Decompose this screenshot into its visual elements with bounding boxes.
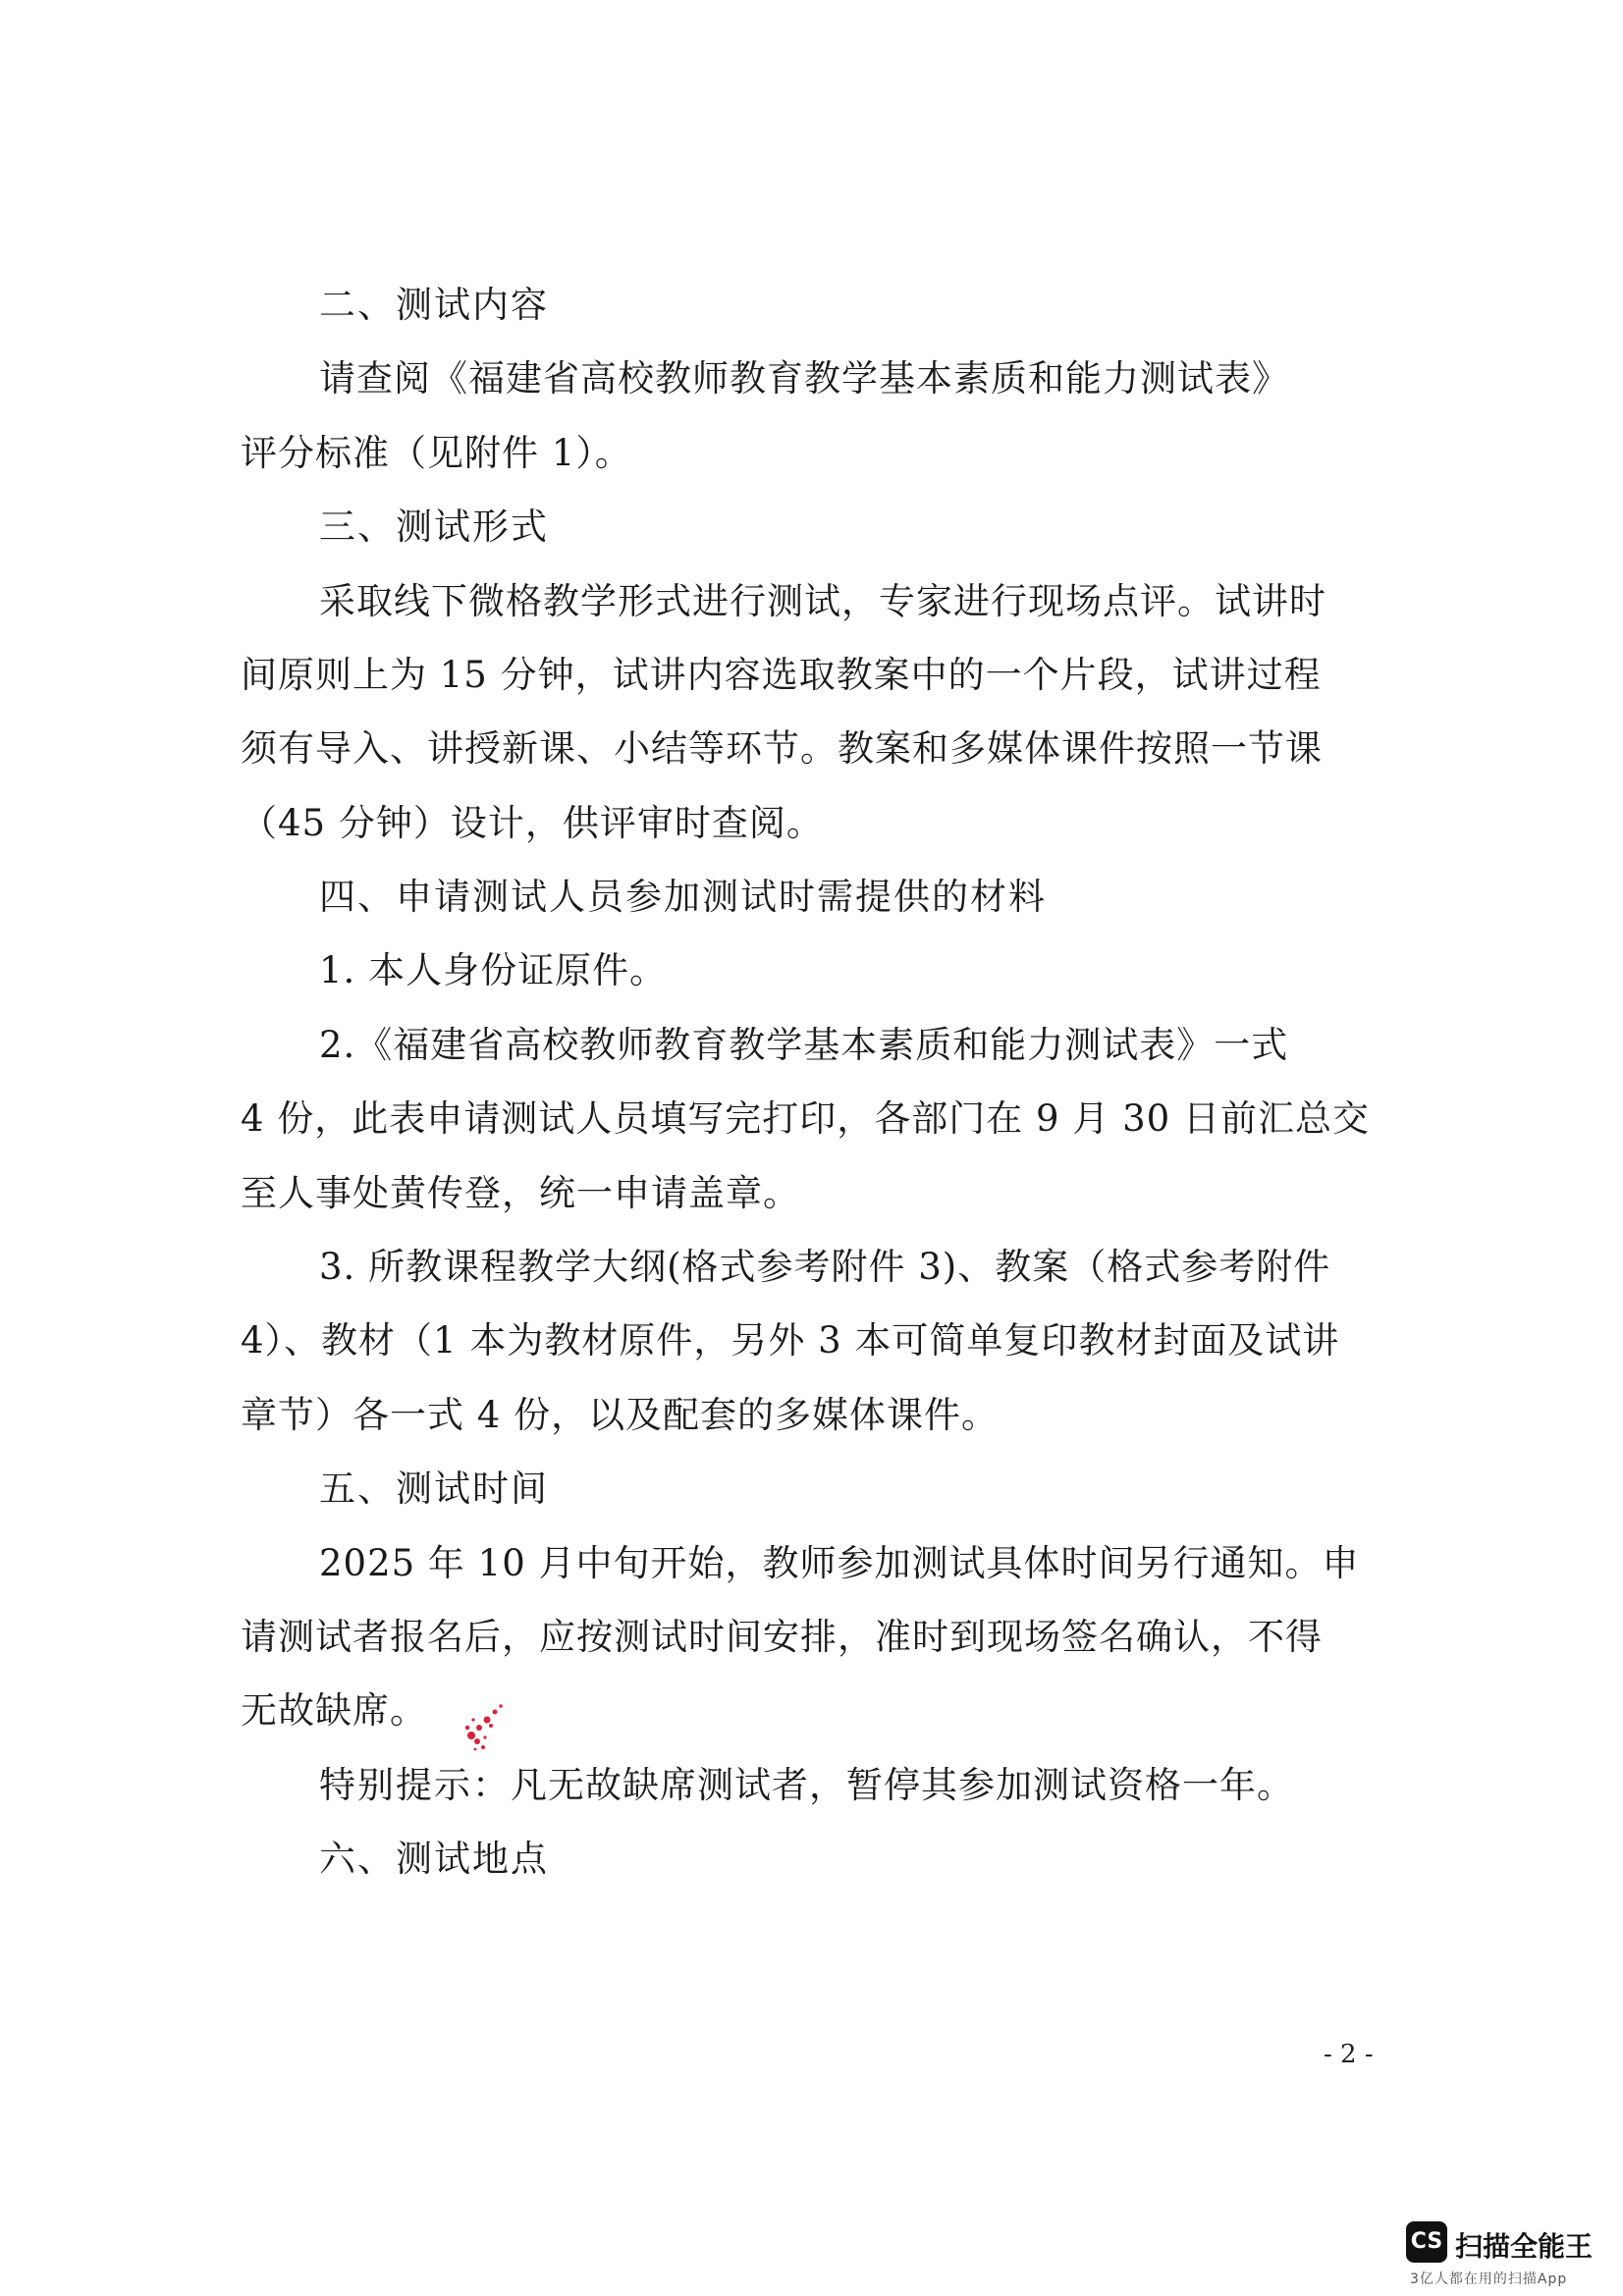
section-4-item-2-line-1: 2.《福建省高校教师教育教学基本素质和能力测试表》一式: [319, 1024, 1289, 1066]
section-5-paragraph-line-2: 请测试者报名后，应按测试时间安排，准时到现场签名确认，不得: [241, 1616, 1323, 1658]
scanner-tagline: 3亿人都在用的扫描App: [1410, 2271, 1568, 2287]
special-notice-text: 凡无故缺席测试者，暂停其参加测试资格一年。: [511, 1764, 1294, 1806]
section-5-paragraph-line-3: 无故缺席。: [241, 1689, 427, 1732]
scanner-app-name: 扫描全能王: [1455, 2230, 1594, 2263]
section-4-heading: 四、申请测试人员参加测试时需提供的材料: [319, 876, 1047, 918]
section-4-item-2-line-2: 4 份，此表申请测试人员填写完打印，各部门在 9 月 30 日前汇总交: [241, 1097, 1370, 1140]
section-3-paragraph-line-2: 间原则上为 15 分钟，试讲内容选取教案中的一个片段，试讲过程: [241, 654, 1322, 696]
section-3-heading: 三、测试形式: [319, 506, 549, 548]
camscanner-logo-icon: CS: [1406, 2221, 1447, 2263]
section-4-item-3-line-1: 3. 所教课程教学大纲(格式参考附件 3)、教案（格式参考附件: [319, 1246, 1331, 1288]
special-notice-label: 特别提示：: [319, 1764, 511, 1806]
red-stamp-mark: [450, 1698, 509, 1767]
section-4-item-3-line-2: 4）、教材（1 本为教材原件，另外 3 本可简单复印教材封面及试讲: [241, 1319, 1340, 1362]
page-number: - 2 -: [1324, 2040, 1374, 2069]
section-5-heading: 五、测试时间: [319, 1468, 549, 1510]
scanner-watermark: [1406, 2221, 1602, 2290]
section-3-paragraph-line-1: 采取线下微格教学形式进行测试，专家进行现场点评。试讲时: [319, 580, 1326, 622]
section-4-item-2-line-3: 至人事处黄传登，统一申请盖章。: [241, 1172, 800, 1214]
section-3-paragraph-line-3: 须有导入、讲授新课、小结等环节。教案和多媒体课件按照一节课: [241, 727, 1323, 770]
section-2-paragraph-line-2: 评分标准（见附件 1）。: [241, 432, 632, 474]
section-5-paragraph-line-1: 2025 年 10 月中旬开始，教师参加测试具体时间另行通知。申: [319, 1542, 1360, 1584]
section-2-heading: 二、测试内容: [319, 284, 549, 326]
special-notice: [319, 1764, 1488, 1806]
section-4-item-3-line-3: 章节）各一式 4 份，以及配套的多媒体课件。: [241, 1394, 1000, 1436]
section-6-heading: 六、测试地点: [319, 1838, 549, 1880]
section-3-paragraph-line-4: （45 分钟）设计，供评审时查阅。: [241, 802, 824, 844]
section-4-item-1: 1. 本人身份证原件。: [319, 949, 668, 991]
section-2-paragraph-line-1: 请查阅《福建省高校教师教育教学基本素质和能力测试表》: [319, 357, 1289, 400]
